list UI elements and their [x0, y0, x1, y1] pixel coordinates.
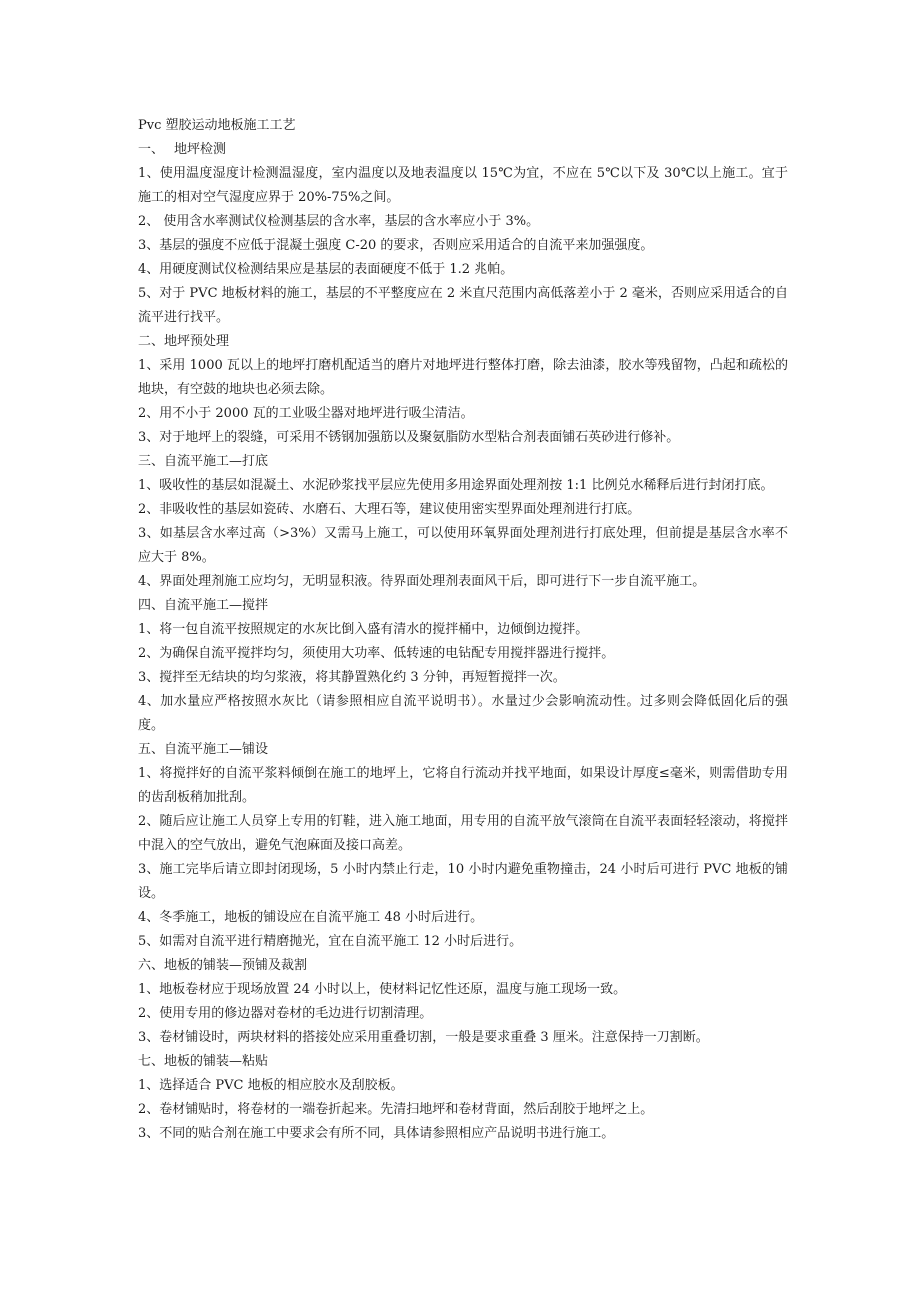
list-item: 4、冬季施工，地板的铺设应在自流平施工 48 小时后进行。: [138, 910, 484, 925]
section-heading-7: 七、地板的铺装—粘贴: [138, 1054, 269, 1069]
document-body: [138, 114, 788, 1146]
list-item: 3、如基层含水率过高（>3%）又需马上施工，可以使用环氧界面处理剂进行打底处理，但前提是基层含水率不应大于 8%。: [138, 526, 788, 565]
list-item: 2、 使用含水率测试仪检测基层的含水率，基层的含水率应小于 3%。: [138, 214, 540, 229]
list-item: 5、如需对自流平进行精磨抛光，宜在自流平施工 12 小时后进行。: [138, 934, 523, 949]
section-heading-text: 地坪检测: [174, 142, 227, 157]
list-item: 3、对于地坪上的裂缝，可采用不锈钢加强筋以及聚氨脂防水型粘合剂表面铺石英砂进行修补。: [138, 430, 680, 445]
list-item: 3、基层的强度不应低于混凝土强度 C-20 的要求，否则应采用适合的自流平来加强强度。: [138, 238, 654, 253]
section-heading-2: 二、地坪预处理: [138, 334, 230, 349]
section-heading-4: 四、自流平施工—搅拌: [138, 598, 269, 613]
document-title: Pvc 塑胶运动地板施工工艺: [138, 118, 296, 133]
list-item: 1、使用温度湿度计检测温湿度，室内温度以及地表温度以 15℃为宜，不应在 5℃以下及 30℃以上施工。宜于施工的相对空气湿度应界于 20%-75%之间。: [138, 166, 788, 205]
list-item: 1、采用 1000 瓦以上的地坪打磨机配适当的磨片对地坪进行整体打磨，除去油漆，胶水等残留物，凸起和疏松的地块，有空鼓的地块也必须去除。: [138, 358, 788, 397]
section-heading-1: [138, 138, 788, 162]
list-item: 1、将一包自流平按照规定的水灰比倒入盛有清水的搅拌桶中，边倾倒边搅拌。: [138, 622, 589, 637]
list-item: 2、使用专用的修边器对卷材的毛边进行切割清理。: [138, 1006, 433, 1021]
list-item: 1、地板卷材应于现场放置 24 小时以上，使材料记忆性还原，温度与施工现场一致。: [138, 982, 627, 997]
list-item: 1、吸收性的基层如混凝土、水泥砂浆找平层应先使用多用途界面处理剂按 1:1 比例兑水稀释后进行封闭打底。: [138, 478, 774, 493]
section-heading-3: 三、自流平施工—打底: [138, 454, 269, 469]
list-item: 3、施工完毕后请立即封闭现场，5 小时内禁止行走，10 小时内避免重物撞击，24 小时后可进行 PVC 地板的铺设。: [138, 862, 788, 901]
list-item: 2、为确保自流平搅拌均匀，须使用大功率、低转速的电钻配专用搅拌器进行搅拌。: [138, 646, 615, 661]
list-item: 4、界面处理剂施工应均匀，无明显积液。待界面处理剂表面风干后，即可进行下一步自流平施工。: [138, 574, 706, 589]
list-item: 4、用硬度测试仪检测结果应是基层的表面硬度不低于 1.2 兆帕。: [138, 262, 514, 277]
list-item: 2、随后应让施工人员穿上专用的钉鞋，进入施工地面，用专用的自流平放气滚筒在自流平表面轻轻滚动，将搅拌中混入的空气放出，避免气泡麻面及接口高差。: [138, 814, 788, 853]
list-item: 4、加水量应严格按照水灰比（请参照相应自流平说明书）。水量过少会影响流动性。过多则会降低固化后的强度。: [138, 694, 788, 733]
section-heading-number: 一、: [138, 142, 165, 157]
list-item: 2、卷材铺贴时，将卷材的一端卷折起来。先清扫地坪和卷材背面，然后刮胶于地坪之上。: [138, 1102, 654, 1117]
list-item: 1、将搅拌好的自流平浆料倾倒在施工的地坪上，它将自行流动并找平地面，如果设计厚度≤毫米，则需借助专用的齿刮板稍加批刮。: [138, 766, 788, 805]
list-item: 1、选择适合 PVC 地板的相应胶水及刮胶板。: [138, 1078, 404, 1093]
section-heading-6: 六、地板的铺装—预铺及裁割: [138, 958, 308, 973]
list-item: 2、非吸收性的基层如瓷砖、水磨石、大理石等，建议使用密实型界面处理剂进行打底。: [138, 502, 641, 517]
list-item: 3、卷材铺设时，两块材料的搭接处应采用重叠切割，一般是要求重叠 3 厘米。注意保持一刀割断。: [138, 1030, 709, 1045]
list-item: 5、对于 PVC 地板材料的施工，基层的不平整度应在 2 米直尺范围内高低落差小于 2 毫米，否则应采用适合的自流平进行找平。: [138, 286, 788, 325]
section-heading-5: 五、自流平施工—铺设: [138, 742, 269, 757]
list-item: 3、搅拌至无结块的均匀浆液，将其静置熟化约 3 分钟，再短暂搅拌一次。: [138, 670, 566, 685]
list-item: 3、不同的贴合剂在施工中要求会有所不同，具体请参照相应产品说明书进行施工。: [138, 1126, 615, 1141]
list-item: 2、用不小于 2000 瓦的工业吸尘器对地坪进行吸尘清洁。: [138, 406, 474, 421]
